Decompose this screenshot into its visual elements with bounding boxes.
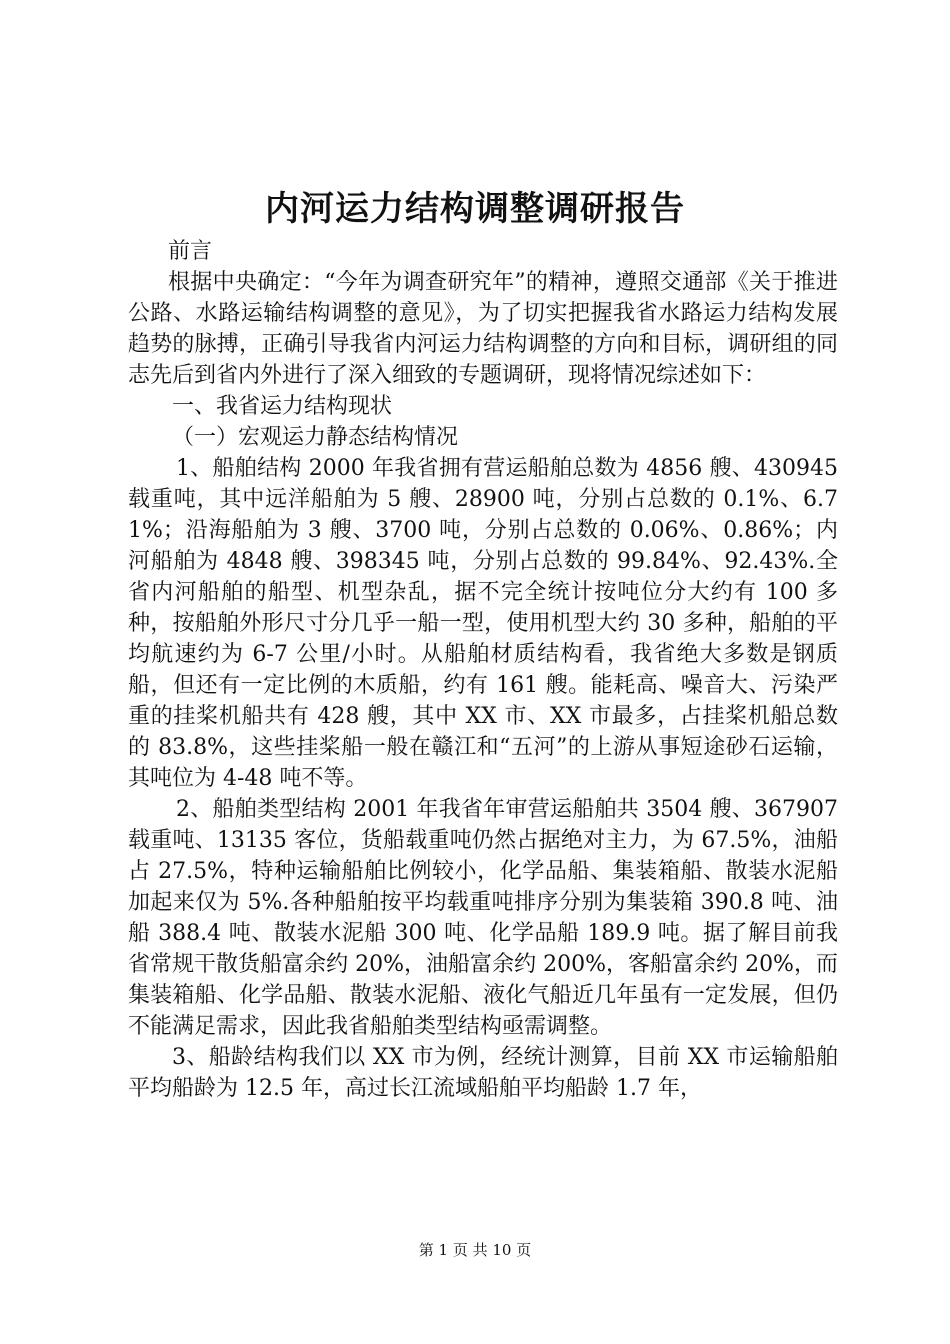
- page-footer: 第 1 页 共 10 页: [418, 1241, 532, 1259]
- paragraph-ship-structure: 1、船舶结构 2000 年我省拥有营运船舶总数为 4856 艘、430945 载重吨，其中远洋船舶为 5 艘、28900 吨，分别占总数的 0.1%、6.71%；沿海船舶为 3 艘、3700 吨，分别占总数的 0.06%、0.86%；内河船舶为 4848 艘、398345 吨，分别占总数的 99.84%、92.43%.全省内河船舶的船型、机型杂乱，据不完全统计按吨位分大约有 100 多种，按船舶外形尺寸分几乎一船一型，使用机型大约 30 多种，船舶的平均航速约为 6-7 公里/小时。从船舶材质结构看，我省绝大多数是钢质船，但还有一定比例的木质船，约有 161 艘。能耗高、噪音大、污染严重的挂桨机船共有 428 艘，其中 XX 市、XX 市最多，占挂桨机船总数的 83.8%，这些挂桨船一般在赣江和“五河”的上游从事短途砂石运输，其吨位为 4-48 吨不等。: [128, 456, 838, 791]
- preface-heading: 前言: [168, 239, 213, 264]
- document-body: [128, 236, 838, 1104]
- section-heading: 一、我省运力结构现状: [172, 394, 393, 419]
- paragraph-ship-type-structure: 2、船舶类型结构 2001 年我省年审营运船舶共 3504 艘、367907 载重吨、13135 客位，货船载重吨仍然占据绝对主力，为 67.5%，油船占 27.5%，特种运输船舶比例较小，化学品船、集装箱船、散装水泥船加起来仅为 5%.各种船舶按平均载重吨排序分别为集装箱 390.8 吨、油船 388.4 吨、散装水泥船 300 吨、化学品船 189.9 吨。据了解目前我省常规干散货船富余约 20%，油船富余约 200%，客船富余约 20%，而集装箱船、化学品船、散装水泥船、液化气船近几年虽有一定发展，但仍不能满足需求，因此我省船舶类型结构亟需调整。: [128, 797, 838, 1039]
- subsection-heading: （一）宏观运力静态结构情况: [172, 425, 459, 450]
- paragraph-ship-age-structure: 3、船龄结构我们以 XX 市为例，经统计测算，目前 XX 市运输船舶平均船龄为 12.5 年，高过长江流域船舶平均船龄 1.7 年，: [128, 1045, 838, 1101]
- paragraph-intro: 根据中央确定：“今年为调查研究年”的精神，遵照交通部《关于推进公路、水路运输结构调整的意见》，为了切实把握我省水路运力结构发展趋势的脉搏，正确引导我省内河运力结构调整的方向和目标，调研组的同志先后到省内外进行了深入细致的专题调研，现将情况综述如下：: [128, 270, 838, 388]
- document-title: 内河运力结构调整调研报告: [265, 189, 685, 229]
